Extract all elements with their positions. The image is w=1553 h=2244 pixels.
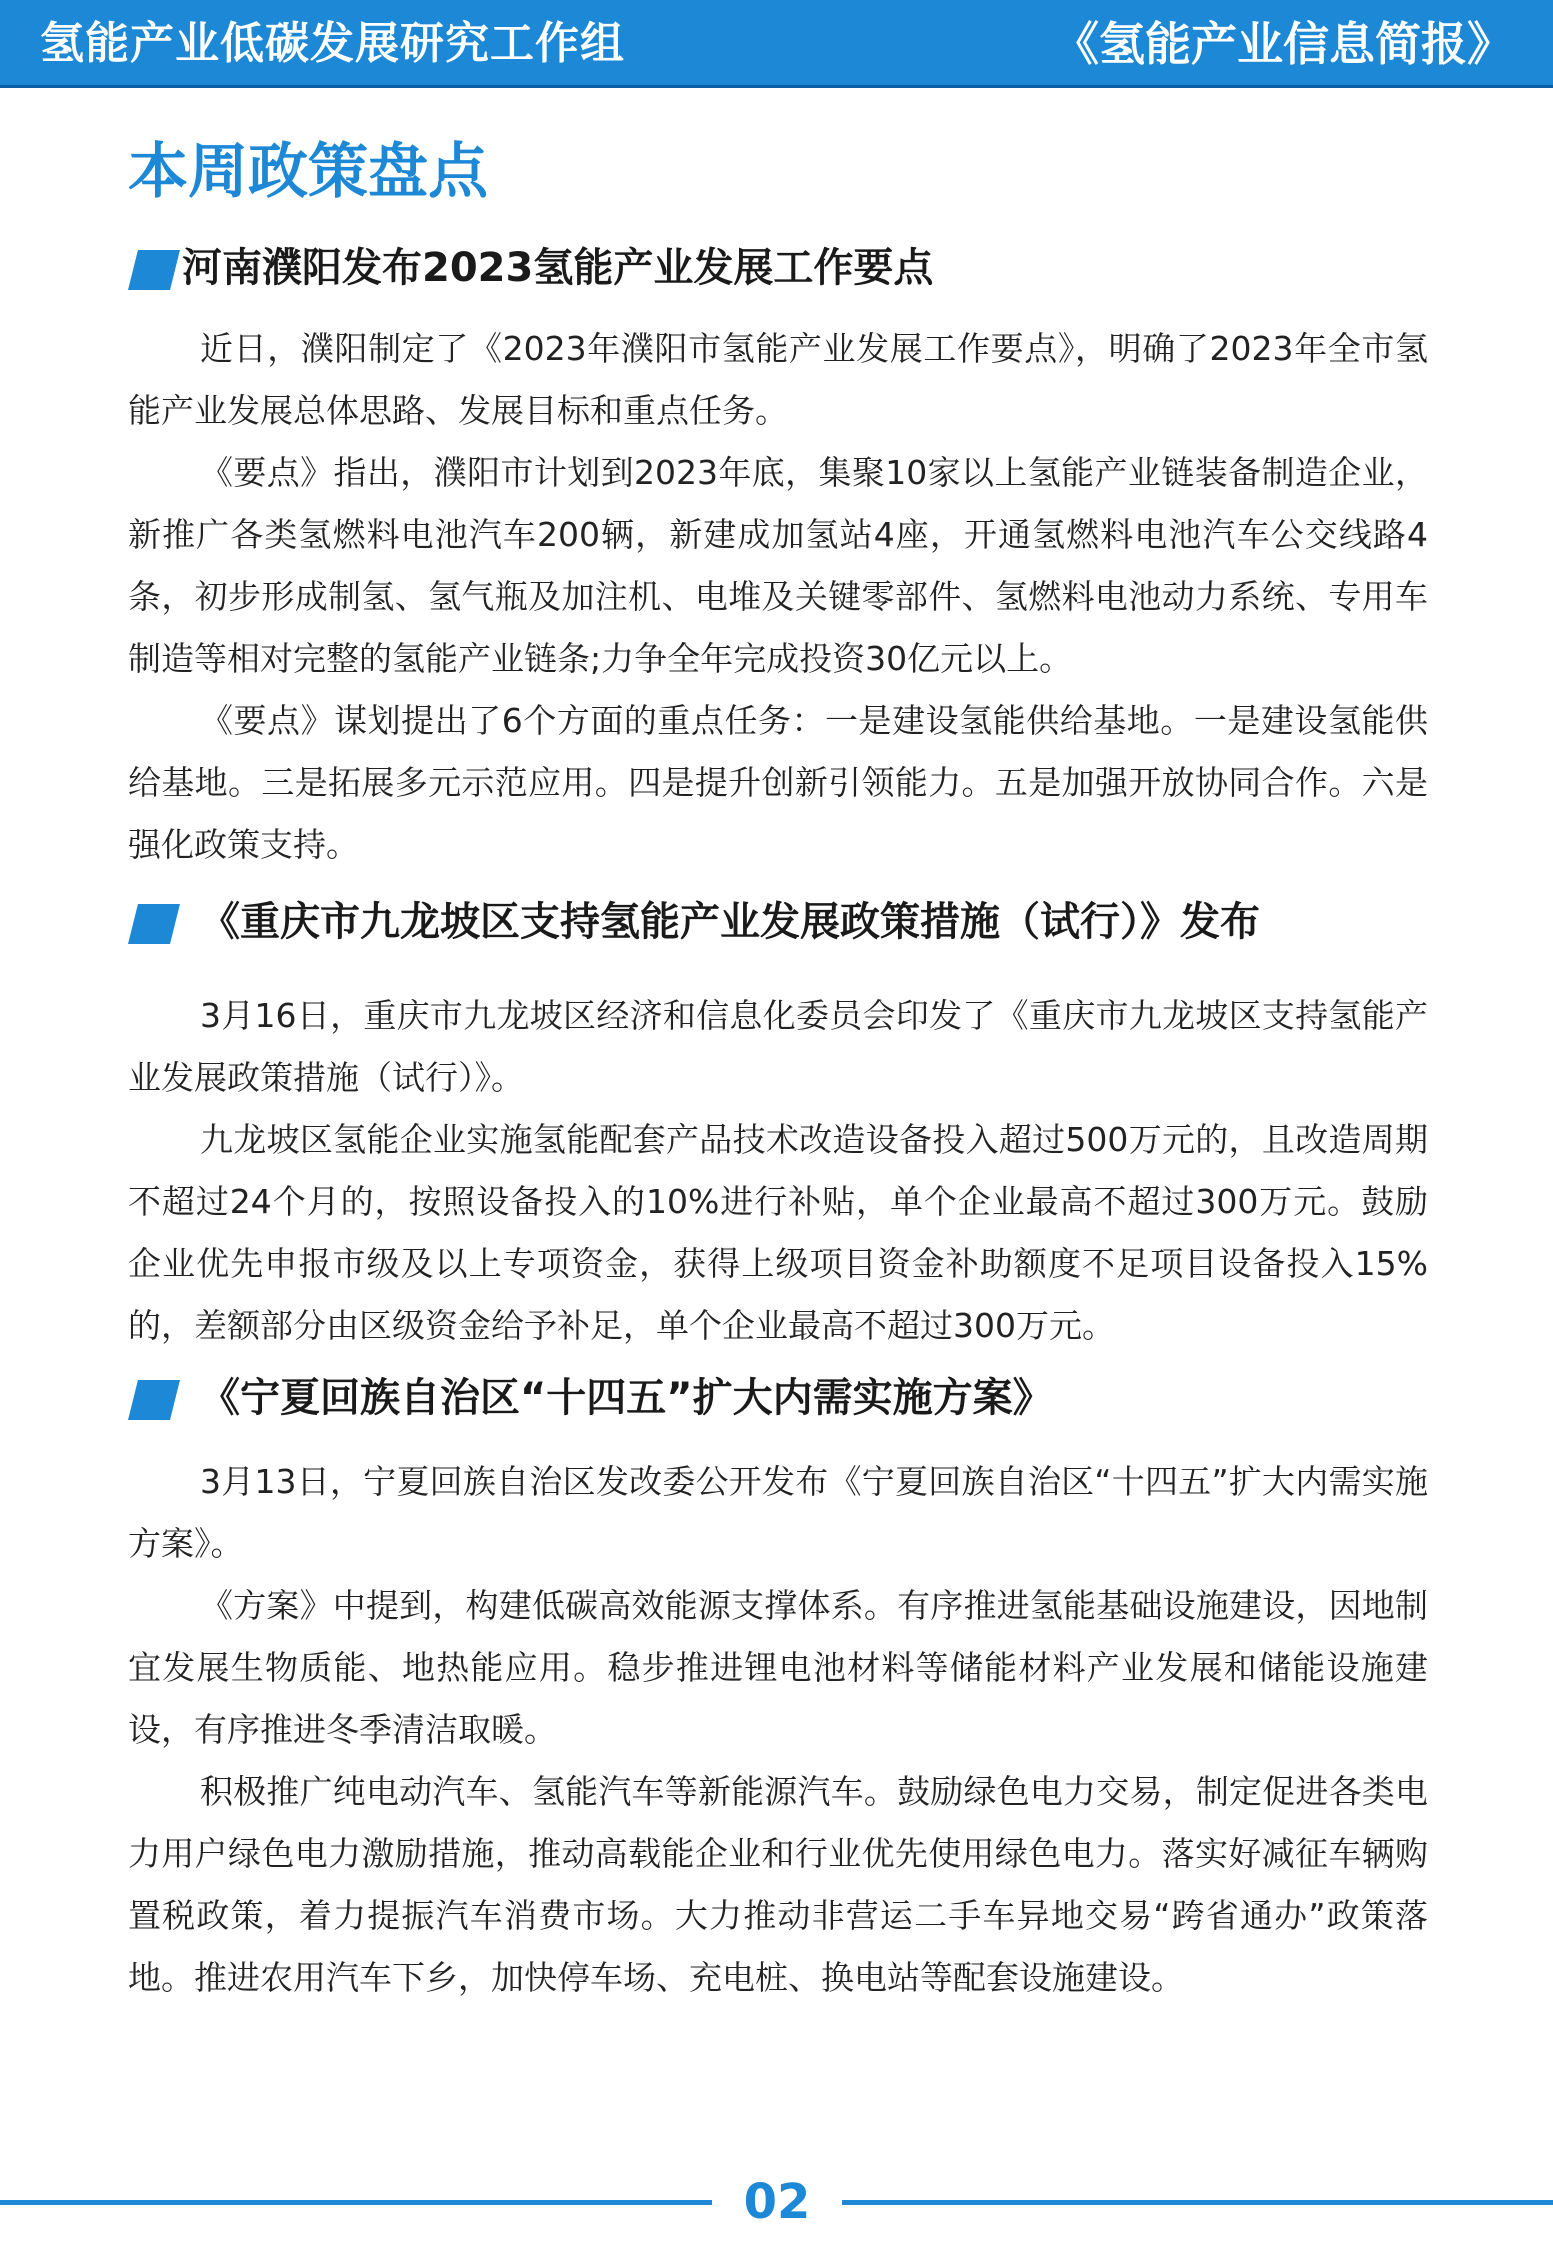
paragraph: 积极推广纯电动汽车、氢能汽车等新能源汽车。鼓励绿色电力交易，制定促进各类电力用户绿色电力激励措施，推动高载能企业和行业优先使用绿色电力。落实好减征车辆购置税政策，着力提振汽车消费市场。大力推动非营运二手车异地交易“跨省通办”政策落地。推进农用汽车下乡，加快停车场、充电桩、换电站等配套设施建设。 — [128, 1772, 1428, 1997]
footer-rule-left — [0, 2200, 712, 2205]
section-marker-icon — [128, 1380, 180, 1420]
section-marker-icon — [128, 250, 180, 290]
paragraph: 九龙坡区氢能企业实施氢能配套产品技术改造设备投入超过500万元的，且改造周期不超过24个月的，按照设备投入的10%进行补贴，单个企业最高不超过300万元。鼓励企业优先申报市级及以上专项资金，获得上级项目资金补助额度不足项目设备投入15%的，差额部分由区级资金给予补足，单个企业最高不超过300万元。 — [128, 1120, 1428, 1345]
section-title: 河南濮阳发布2023氢能产业发展工作要点 — [182, 245, 934, 291]
section-heading-2 — [128, 892, 1438, 952]
paragraph: 《要点》谋划提出了6个方面的重点任务：一是建设氢能供给基地。一是建设氢能供给基地。三是拓展多元示范应用。四是提升创新引领能力。五是加强开放协同合作。六是强化政策支持。 — [128, 701, 1428, 864]
paragraph: 《方案》中提到，构建低碳高效能源支撑体系。有序推进氢能基础设施建设，因地制宜发展生物质能、地热能应用。稳步推进锂电池材料等储能材料产业发展和储能设施建设，有序推进冬季清洁取暖。 — [128, 1586, 1428, 1749]
organization-name: 氢能产业低碳发展研究工作组 — [40, 18, 625, 69]
page-number: 02 — [743, 2174, 811, 2230]
footer-rule-right — [842, 2200, 1553, 2205]
paragraph: 近日，濮阳制定了《2023年濮阳市氢能产业发展工作要点》，明确了2023年全市氢能产业发展总体思路、发展目标和重点任务。 — [128, 329, 1428, 430]
section-heading-1 — [128, 238, 1438, 298]
publication-title: 《氢能产业信息简报》 — [1053, 17, 1513, 71]
section-marker-icon — [128, 904, 180, 944]
section-title: 《宁夏回族自治区“十四五”扩大内需实施方案》 — [200, 1375, 1053, 1421]
paragraph: 3月13日，宁夏回族自治区发改委公开发布《宁夏回族自治区“十四五”扩大内需实施方案》。 — [128, 1462, 1428, 1563]
section-title: 《重庆市九龙坡区支持氢能产业发展政策措施（试行）》发布 — [200, 899, 1260, 945]
section-heading-3 — [128, 1368, 1438, 1428]
paragraph: 《要点》指出，濮阳市计划到2023年底，集聚10家以上氢能产业链装备制造企业，新推广各类氢燃料电池汽车200辆，新建成加氢站4座，开通氢燃料电池汽车公交线路4条，初步形成制氢、氢气瓶及加注机、电堆及关键零部件、氢燃料电池动力系统、专用车制造等相对完整的氢能产业链条;力争全年完成投资30亿元以上。 — [128, 453, 1428, 678]
header-bar — [0, 0, 1553, 88]
paragraph: 3月16日，重庆市九龙坡区经济和信息化委员会印发了《重庆市九龙坡区支持氢能产业发展政策措施（试行）》。 — [128, 996, 1428, 1097]
page-title: 本周政策盘点 — [128, 137, 488, 207]
